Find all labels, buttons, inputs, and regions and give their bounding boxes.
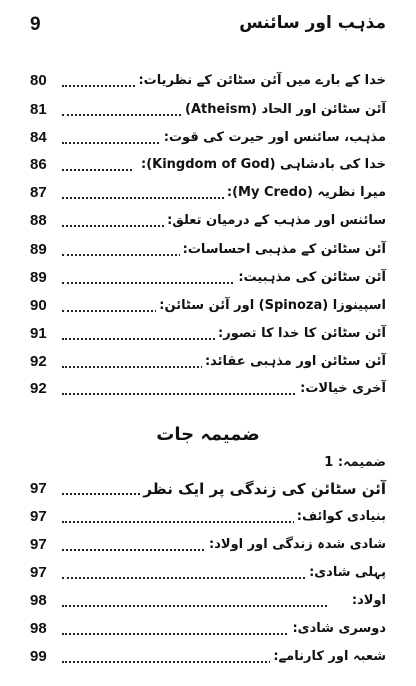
leader-dots xyxy=(62,605,327,607)
toc-entry[interactable] xyxy=(0,97,416,123)
running-title: مذہب اور سائنس xyxy=(239,13,386,33)
toc-page-number: 81 xyxy=(30,101,47,118)
leader-dots xyxy=(62,521,307,523)
toc-entry[interactable] xyxy=(0,321,416,347)
toc-entry[interactable] xyxy=(0,265,416,291)
toc-page-number: 98 xyxy=(30,592,47,609)
toc-page-number: 97 xyxy=(30,480,47,497)
toc-entry[interactable] xyxy=(0,504,416,530)
toc-title: شادی شدہ زندگی اور اولاد: xyxy=(206,532,386,558)
toc-entry[interactable] xyxy=(0,532,416,558)
toc-entry[interactable] xyxy=(0,616,416,642)
leader-dots xyxy=(62,577,317,579)
toc-page-number: 88 xyxy=(30,212,47,229)
toc-page-number: 89 xyxy=(30,269,47,286)
page-number: 9 xyxy=(30,14,41,35)
toc-title: اسپینوزا (Spinoza) اور آئن سٹائن: xyxy=(156,293,386,319)
toc-title: سائنس اور مذہب کے درمیان تعلق: xyxy=(164,208,386,234)
toc-title: آئن سٹائن اور الحاد (Atheism) xyxy=(182,97,386,123)
toc-page-number: 80 xyxy=(30,72,47,89)
leader-dots xyxy=(62,661,282,663)
leader-dots xyxy=(62,493,152,495)
toc-title: میرا نظریہ (My Credo): xyxy=(224,180,386,206)
toc-entry[interactable] xyxy=(0,208,416,234)
toc-entry[interactable] xyxy=(0,476,416,502)
toc-page-number: 92 xyxy=(30,353,47,370)
toc-title: شعبہ اور کارنامے: xyxy=(270,644,386,670)
toc-entry[interactable] xyxy=(0,237,416,263)
toc-page-number: 98 xyxy=(30,620,47,637)
toc-page-number: 92 xyxy=(30,380,47,397)
toc-entry[interactable] xyxy=(0,349,416,375)
toc-entry[interactable] xyxy=(0,68,416,94)
toc-page-number: 97 xyxy=(30,564,47,581)
leader-dots xyxy=(62,169,132,171)
toc-title: اولاد: xyxy=(349,588,386,614)
toc-entry[interactable] xyxy=(0,293,416,319)
appendices-heading: ضمیمہ جات xyxy=(156,424,260,445)
toc-title: خدا کی بادشاہی (Kingdom of God): xyxy=(138,152,386,178)
toc-page-number: 84 xyxy=(30,129,47,146)
toc-title: دوسری شادی: xyxy=(289,616,386,642)
toc-title: آئن سٹائن کے مذہبی احساسات: xyxy=(180,237,386,263)
toc-page-number: 87 xyxy=(30,184,47,201)
toc-entry[interactable] xyxy=(0,588,416,614)
toc-title: آئن سٹائن کی زندگی پر ایک نظر xyxy=(140,476,386,502)
appendix-label: ضمیمہ: 1 xyxy=(324,455,386,470)
toc-title: بنیادی کوائف: xyxy=(294,504,386,530)
toc-entry[interactable] xyxy=(0,152,416,178)
toc-page-number: 86 xyxy=(30,156,47,173)
toc-title: پہلی شادی: xyxy=(306,560,386,586)
toc-page-number: 90 xyxy=(30,297,47,314)
toc-entry[interactable] xyxy=(0,180,416,206)
toc-page-number: 91 xyxy=(30,325,47,342)
toc-entry[interactable] xyxy=(0,560,416,586)
toc-title: آئن سٹائن اور مذہبی عقائد: xyxy=(202,349,386,375)
leader-dots xyxy=(62,633,302,635)
toc-page-number: 99 xyxy=(30,648,47,665)
toc-title: آئن سٹائن کی مذہبیت: xyxy=(235,265,386,291)
toc-entry[interactable] xyxy=(0,644,416,670)
toc-title: خدا کے بارے میں آئن سٹائن کے نظریات: xyxy=(135,68,386,94)
toc-title: مذہب، سائنس اور حیرت کی قوت: xyxy=(161,125,386,151)
toc-title: آئن سٹائن کا خدا کا تصور: xyxy=(215,321,386,347)
page-header xyxy=(0,0,416,48)
toc-page-number: 97 xyxy=(30,508,47,525)
leader-dots xyxy=(62,393,307,395)
toc-page-number: 97 xyxy=(30,536,47,553)
toc-page-number: 89 xyxy=(30,241,47,258)
toc-entry[interactable] xyxy=(0,376,416,402)
toc-entry[interactable] xyxy=(0,125,416,151)
toc-title: آخری خیالات: xyxy=(297,376,386,402)
